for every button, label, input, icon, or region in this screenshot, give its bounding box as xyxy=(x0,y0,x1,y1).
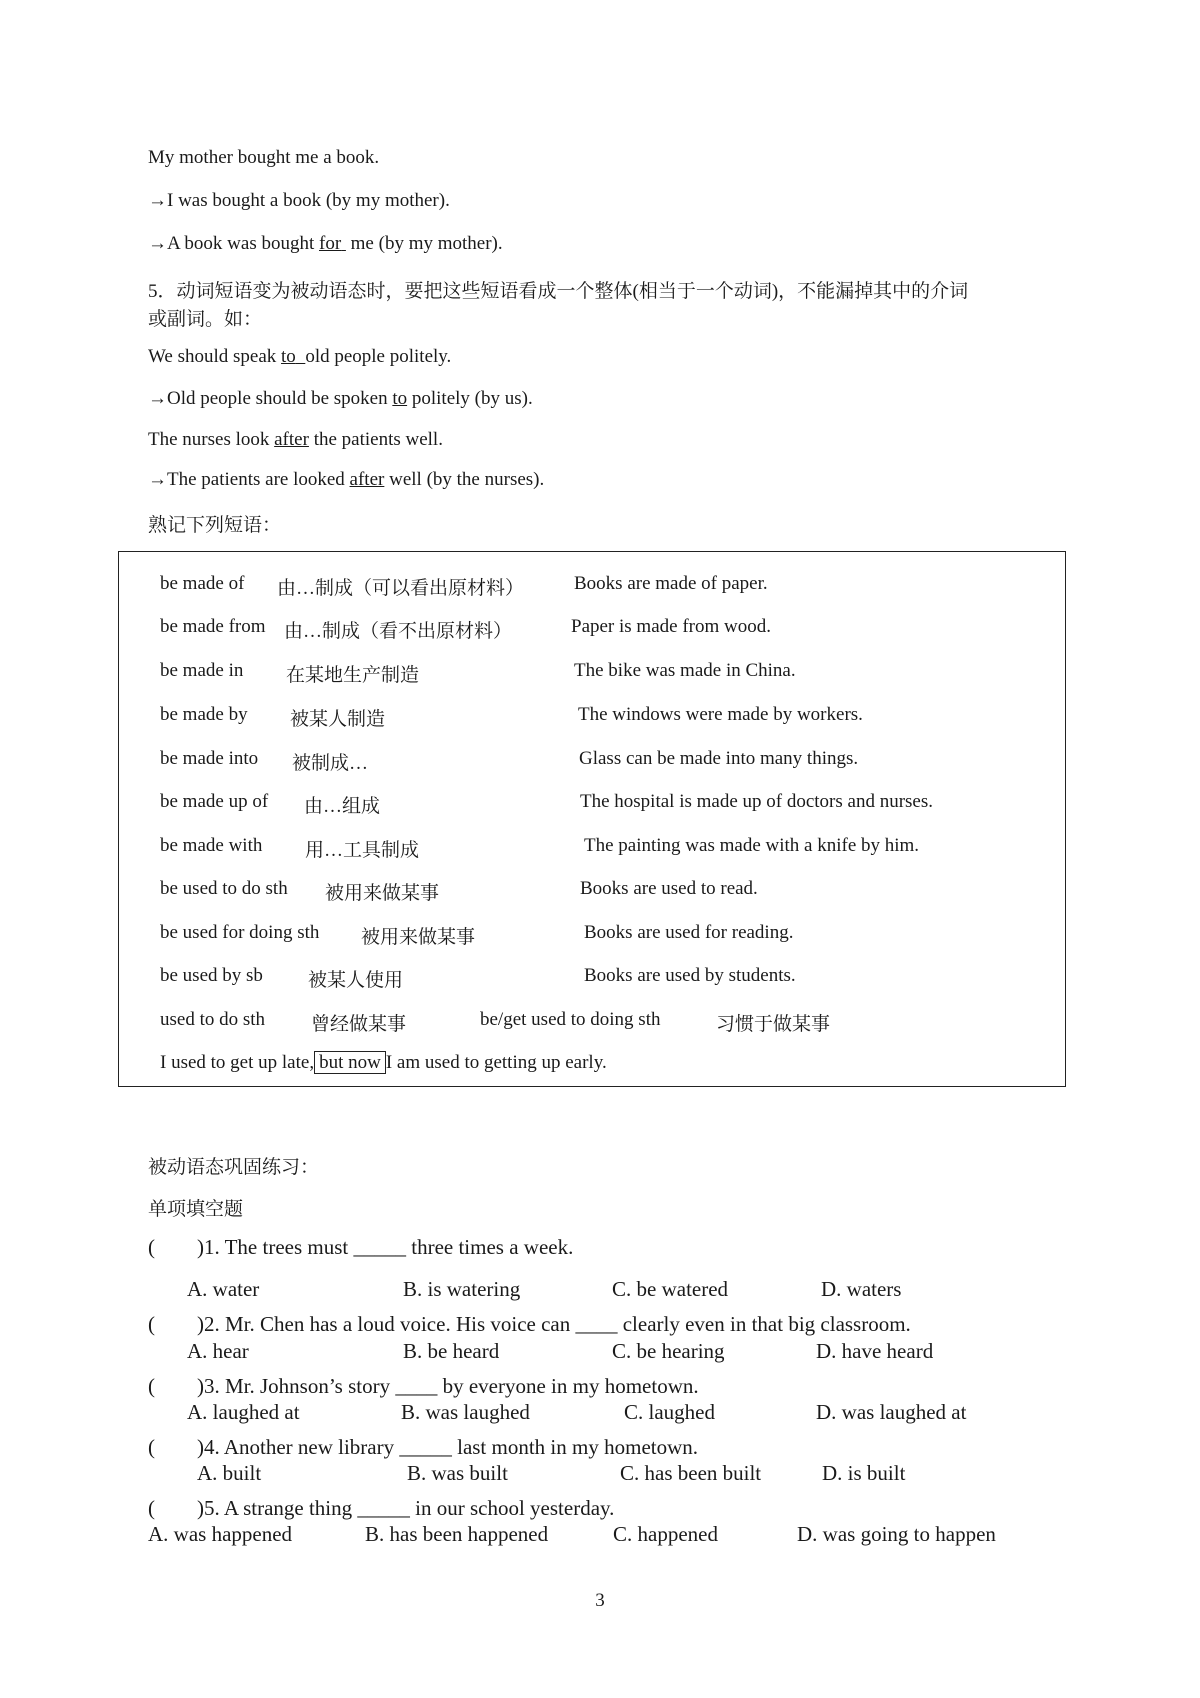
practice-heading: 被动语态巩固练习： xyxy=(148,1157,320,1178)
question-stem: ( )3. Mr. Johnson’s story ____ by everyone in my hometown. xyxy=(148,1374,699,1398)
phrase-term: be made by xyxy=(160,704,248,725)
phrase-example: The painting was made with a knife by him. xyxy=(584,835,920,856)
question-option: A. laughed at xyxy=(187,1400,300,1424)
rule-text: 5．动词短语变为被动语态时，要把这些短语看成一个整体(相当于一个动词)，不能漏掉其中的介词 xyxy=(148,281,969,302)
question-stem: ( )4. Another new library _____ last month in my hometown. xyxy=(148,1435,699,1459)
question-option: C. has been built xyxy=(620,1461,762,1485)
question-option: B. was laughed xyxy=(401,1400,530,1424)
phrase-meaning: 被用来做某事 xyxy=(361,927,476,948)
question-option: D. is built xyxy=(822,1461,906,1485)
phrase-term: be used to do sth xyxy=(160,878,288,899)
question-option: B. be heard xyxy=(403,1339,500,1363)
question-option: B. was built xyxy=(407,1461,508,1485)
question-option: D. waters xyxy=(821,1277,902,1301)
phrase-meaning: 由…制成（可以看出原材料） xyxy=(277,578,525,599)
phrase-meaning: 曾经做某事 xyxy=(311,1014,407,1035)
phrase-example: Glass can be made into many things. xyxy=(579,748,859,769)
phrase-meaning: 被某人制造 xyxy=(290,709,386,730)
phrase-example: Books are made of paper. xyxy=(574,573,768,594)
phrase-term: be made of xyxy=(160,573,245,594)
boxed-phrase: but now xyxy=(314,1051,386,1074)
phrase-example: Books are used to read. xyxy=(580,878,758,899)
question-option: A. built xyxy=(197,1461,262,1485)
question-option: C. be watered xyxy=(612,1277,729,1301)
phrase-meaning: 用…工具制成 xyxy=(305,840,420,861)
question-option: D. was laughed at xyxy=(816,1400,967,1424)
phrase-term: used to do sth xyxy=(160,1009,266,1030)
example-sentence: We should speak to old people politely. xyxy=(148,346,452,367)
example-sentence: My mother bought me a book. xyxy=(148,147,380,168)
phrase-meaning: 被用来做某事 xyxy=(325,883,440,904)
question-option: A. water xyxy=(187,1277,260,1301)
example-sentence: →I was bought a book (by my mother). xyxy=(148,190,450,211)
question-option: B. is watering xyxy=(403,1277,521,1301)
phrase-example: Paper is made from wood. xyxy=(571,616,771,637)
phrase-example: Books are used for reading. xyxy=(584,922,794,943)
phrase-term: be made with xyxy=(160,835,263,856)
phrase-term: be made up of xyxy=(160,791,269,812)
example-sentence: →A book was bought for me (by my mother). xyxy=(148,233,503,254)
question-option: D. have heard xyxy=(816,1339,934,1363)
memorize-heading: 熟记下列短语： xyxy=(148,515,282,536)
example-sentence: →Old people should be spoken to politely (by us). xyxy=(148,388,533,409)
phrase-term: be made from xyxy=(160,616,266,637)
phrase-meaning: 在某地生产制造 xyxy=(286,665,420,686)
phrase-example: The hospital is made up of doctors and nurses. xyxy=(580,791,934,812)
phrase-example: I used to get up late, but now I am used to getting up early. xyxy=(160,1052,607,1073)
question-option: B. has been happened xyxy=(365,1522,549,1546)
phrase-example: Books are used by students. xyxy=(584,965,796,986)
example-sentence: The nurses look after the patients well. xyxy=(148,429,443,450)
phrase-meaning: 由…制成（看不出原材料） xyxy=(284,621,513,642)
rule-text: 或副词。如： xyxy=(148,309,263,330)
phrase-term: be made in xyxy=(160,660,244,681)
phrase-term: be made into xyxy=(160,748,259,769)
phrase-meaning: 被制成… xyxy=(292,753,369,774)
question-option: A. hear xyxy=(187,1339,249,1363)
section-heading: 单项填空题 xyxy=(148,1199,244,1220)
question-option: D. was going to happen xyxy=(797,1522,996,1546)
phrase-example: The windows were made by workers. xyxy=(578,704,863,725)
question-option: C. happened xyxy=(613,1522,718,1546)
question-option: C. laughed xyxy=(624,1400,715,1424)
question-option: C. be hearing xyxy=(612,1339,725,1363)
phrase-term: be/get used to doing sth xyxy=(480,1009,661,1030)
phrase-meaning: 习惯于做某事 xyxy=(716,1014,831,1035)
phrase-term: be used by sb xyxy=(160,965,263,986)
question-stem: ( )2. Mr. Chen has a loud voice. His voice can ____ clearly even in that big classroom. xyxy=(148,1312,911,1336)
phrase-meaning: 被某人使用 xyxy=(308,970,404,991)
question-stem: ( )5. A strange thing _____ in our school yesterday. xyxy=(148,1496,615,1520)
phrase-example: The bike was made in China. xyxy=(574,660,796,681)
example-sentence: →The patients are looked after well (by the nurses). xyxy=(148,469,545,490)
question-stem: ( )1. The trees must _____ three times a week. xyxy=(148,1235,574,1259)
phrase-term: be used for doing sth xyxy=(160,922,320,943)
phrase-meaning: 由…组成 xyxy=(304,796,381,817)
page-number: 3 xyxy=(595,1590,605,1611)
question-option: A. was happened xyxy=(148,1522,293,1546)
